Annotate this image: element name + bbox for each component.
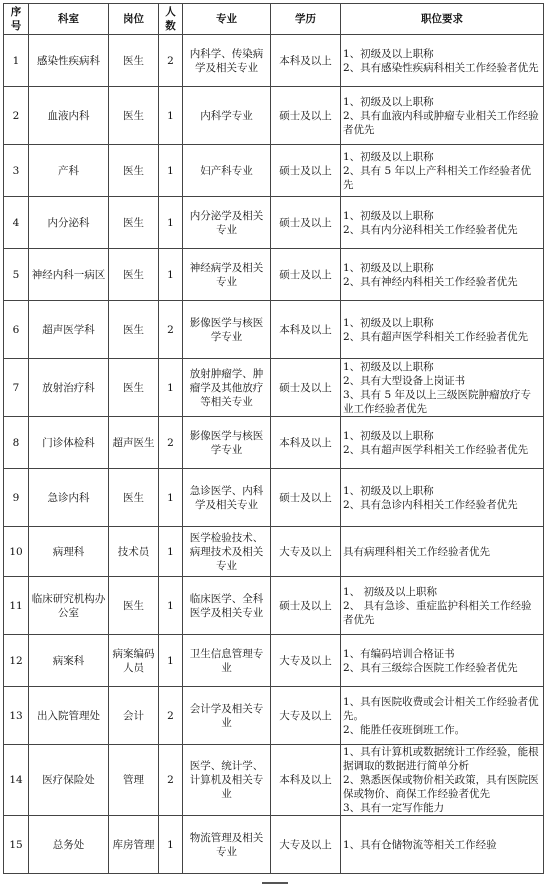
requirement-line: 2、熟悉医保或物价相关政策，具有医院医保或物价、商保工作经验者优先 bbox=[343, 774, 539, 800]
cell-major: 影像医学与核医学专业 bbox=[183, 417, 271, 469]
cell-position: 管理 bbox=[109, 745, 159, 816]
table-row bbox=[4, 577, 544, 635]
cell-position: 医生 bbox=[109, 301, 159, 359]
requirement-line: 1、初级及以上职称 bbox=[343, 316, 434, 329]
cell-requirements bbox=[341, 197, 544, 249]
cell-requirements bbox=[341, 301, 544, 359]
recruitment-table bbox=[3, 3, 544, 874]
requirement-line: 1、初级及以上职称 bbox=[343, 209, 434, 222]
cell-dept: 医疗保险处 bbox=[29, 745, 109, 816]
requirement-line: 1、初级及以上职称 bbox=[343, 95, 434, 108]
requirement-line: 1、有编码培训合格证书 bbox=[343, 647, 455, 660]
cell-count: 1 bbox=[159, 527, 183, 577]
cell-seq: 13 bbox=[4, 687, 29, 745]
cell-count: 2 bbox=[159, 35, 183, 87]
cell-major: 内科学、传染病学及相关专业 bbox=[183, 35, 271, 87]
cell-dept: 出入院管理处 bbox=[29, 687, 109, 745]
requirement-line: 1、初级及以上职称 bbox=[343, 47, 434, 60]
cell-position: 医生 bbox=[109, 87, 159, 145]
table-row bbox=[4, 359, 544, 417]
cell-dept: 临床研究机构办公室 bbox=[29, 577, 109, 635]
cell-dept: 血液内科 bbox=[29, 87, 109, 145]
cell-education: 大专及以上 bbox=[271, 816, 341, 874]
page-bottom-mark bbox=[262, 882, 288, 884]
cell-position: 医生 bbox=[109, 197, 159, 249]
table-row bbox=[4, 35, 544, 87]
requirement-line: 1、初级及以上职称 bbox=[343, 150, 434, 163]
cell-count: 2 bbox=[159, 301, 183, 359]
cell-education: 硕士及以上 bbox=[271, 145, 341, 197]
requirement-line: 2、具有感染性疾病科相关工作经验者优先 bbox=[343, 61, 539, 74]
cell-dept: 病案科 bbox=[29, 635, 109, 687]
cell-position: 医生 bbox=[109, 359, 159, 417]
cell-seq: 11 bbox=[4, 577, 29, 635]
cell-dept: 内分泌科 bbox=[29, 197, 109, 249]
requirement-line: 1、初级及以上职称 bbox=[343, 261, 434, 274]
table-row bbox=[4, 687, 544, 745]
cell-requirements bbox=[341, 745, 544, 816]
cell-major: 卫生信息管理专业 bbox=[183, 635, 271, 687]
cell-dept: 产科 bbox=[29, 145, 109, 197]
cell-requirements bbox=[341, 469, 544, 527]
cell-education: 硕士及以上 bbox=[271, 469, 341, 527]
table-row bbox=[4, 527, 544, 577]
cell-count: 1 bbox=[159, 816, 183, 874]
cell-education: 本科及以上 bbox=[271, 745, 341, 816]
cell-major: 内分泌学及相关专业 bbox=[183, 197, 271, 249]
cell-seq: 15 bbox=[4, 816, 29, 874]
cell-dept: 神经内科一病区 bbox=[29, 249, 109, 301]
cell-dept: 病理科 bbox=[29, 527, 109, 577]
cell-position: 技术员 bbox=[109, 527, 159, 577]
cell-position: 会计 bbox=[109, 687, 159, 745]
cell-requirements bbox=[341, 87, 544, 145]
cell-major: 物流管理及相关专业 bbox=[183, 816, 271, 874]
cell-requirements bbox=[341, 145, 544, 197]
cell-seq: 4 bbox=[4, 197, 29, 249]
cell-seq: 3 bbox=[4, 145, 29, 197]
table-row bbox=[4, 816, 544, 874]
requirement-line: 2、具有三级综合医院工作经验者优先 bbox=[343, 661, 518, 674]
requirement-line: 1、初级及以上职称 bbox=[343, 484, 434, 497]
cell-requirements bbox=[341, 687, 544, 745]
cell-count: 1 bbox=[159, 197, 183, 249]
cell-requirements bbox=[341, 577, 544, 635]
cell-count: 1 bbox=[159, 145, 183, 197]
cell-position: 医生 bbox=[109, 145, 159, 197]
cell-major: 内科学专业 bbox=[183, 87, 271, 145]
cell-count: 1 bbox=[159, 87, 183, 145]
cell-position: 库房管理 bbox=[109, 816, 159, 874]
header-dept: 科室 bbox=[29, 4, 109, 35]
requirement-line: 2、具有大型设备上岗证书 bbox=[343, 374, 466, 387]
cell-education: 硕士及以上 bbox=[271, 197, 341, 249]
cell-major: 神经病学及相关专业 bbox=[183, 249, 271, 301]
requirement-line: 1、初级及以上职称 bbox=[343, 429, 434, 442]
cell-education: 硕士及以上 bbox=[271, 87, 341, 145]
table-row bbox=[4, 301, 544, 359]
cell-requirements bbox=[341, 359, 544, 417]
cell-requirements bbox=[341, 527, 544, 577]
cell-requirements bbox=[341, 635, 544, 687]
cell-major: 会计学及相关专业 bbox=[183, 687, 271, 745]
cell-education: 硕士及以上 bbox=[271, 359, 341, 417]
cell-count: 1 bbox=[159, 249, 183, 301]
requirement-line: 2、具有 5 年以上产科相关工作经验者优先 bbox=[343, 164, 532, 191]
table-row bbox=[4, 745, 544, 816]
cell-count: 2 bbox=[159, 417, 183, 469]
cell-education: 大专及以上 bbox=[271, 687, 341, 745]
cell-requirements bbox=[341, 816, 544, 874]
header-education: 学历 bbox=[271, 4, 341, 35]
header-seq: 序号 bbox=[4, 4, 29, 35]
cell-position: 医生 bbox=[109, 577, 159, 635]
cell-seq: 1 bbox=[4, 35, 29, 87]
cell-count: 1 bbox=[159, 577, 183, 635]
header-requirements: 职位要求 bbox=[341, 4, 544, 35]
cell-dept: 急诊内科 bbox=[29, 469, 109, 527]
header-count: 人数 bbox=[159, 4, 183, 35]
cell-position: 医生 bbox=[109, 249, 159, 301]
cell-dept: 总务处 bbox=[29, 816, 109, 874]
table-row bbox=[4, 87, 544, 145]
requirement-line: 3、具有 5 年及以上三级医院肿瘤放疗专业工作经验者优先 bbox=[343, 388, 532, 415]
requirement-line: 1、 初级及以上职称 bbox=[343, 585, 438, 598]
requirement-line: 2、具有超声医学科相关工作经验者优先 bbox=[343, 330, 529, 343]
cell-major: 医学、统计学、计算机及相关专业 bbox=[183, 745, 271, 816]
cell-seq: 5 bbox=[4, 249, 29, 301]
cell-seq: 9 bbox=[4, 469, 29, 527]
cell-seq: 6 bbox=[4, 301, 29, 359]
cell-major: 放射肿瘤学、肿瘤学及其他放疗等相关专业 bbox=[183, 359, 271, 417]
cell-major: 影像医学与核医学专业 bbox=[183, 301, 271, 359]
cell-major: 医学检验技术、病理技术及相关专业 bbox=[183, 527, 271, 577]
table-row bbox=[4, 635, 544, 687]
cell-position: 医生 bbox=[109, 35, 159, 87]
cell-position: 病案编码人员 bbox=[109, 635, 159, 687]
requirement-line: 2、具有神经内科相关工作经验者优先 bbox=[343, 275, 518, 288]
cell-seq: 12 bbox=[4, 635, 29, 687]
cell-education: 本科及以上 bbox=[271, 301, 341, 359]
header-major: 专业 bbox=[183, 4, 271, 35]
requirement-line: 1、初级及以上职称 bbox=[343, 360, 434, 373]
requirement-line: 1、具有仓储物流等相关工作经验 bbox=[343, 838, 497, 851]
cell-requirements bbox=[341, 35, 544, 87]
cell-major: 临床医学、全科医学及相关专业 bbox=[183, 577, 271, 635]
cell-education: 本科及以上 bbox=[271, 35, 341, 87]
cell-seq: 14 bbox=[4, 745, 29, 816]
cell-count: 1 bbox=[159, 635, 183, 687]
table-row bbox=[4, 145, 544, 197]
requirement-line: 2、具有内分泌科相关工作经验者优先 bbox=[343, 223, 518, 236]
cell-major: 妇产科专业 bbox=[183, 145, 271, 197]
cell-position: 医生 bbox=[109, 469, 159, 527]
requirement-line: 2、能胜任夜班倒班工作。 bbox=[343, 723, 466, 736]
cell-count: 1 bbox=[159, 469, 183, 527]
cell-count: 2 bbox=[159, 745, 183, 816]
requirement-line: 2、具有超声医学科相关工作经验者优先 bbox=[343, 443, 529, 456]
header-position: 岗位 bbox=[109, 4, 159, 35]
cell-education: 硕士及以上 bbox=[271, 249, 341, 301]
cell-education: 硕士及以上 bbox=[271, 577, 341, 635]
requirement-line: 1、具有医院收费或会计相关工作经验者优先。 bbox=[343, 695, 539, 722]
cell-seq: 7 bbox=[4, 359, 29, 417]
cell-count: 1 bbox=[159, 359, 183, 417]
cell-major: 急诊医学、内科学及相关专业 bbox=[183, 469, 271, 527]
requirement-line: 2、 具有急诊、重症监护科相关工作经验者优先 bbox=[343, 599, 532, 626]
table-row bbox=[4, 249, 544, 301]
cell-education: 大专及以上 bbox=[271, 527, 341, 577]
cell-position: 超声医生 bbox=[109, 417, 159, 469]
cell-requirements bbox=[341, 417, 544, 469]
cell-dept: 超声医学科 bbox=[29, 301, 109, 359]
cell-seq: 8 bbox=[4, 417, 29, 469]
cell-dept: 放射治疗科 bbox=[29, 359, 109, 417]
cell-seq: 2 bbox=[4, 87, 29, 145]
table-row bbox=[4, 469, 544, 527]
table-row bbox=[4, 197, 544, 249]
cell-dept: 门诊体检科 bbox=[29, 417, 109, 469]
requirement-line: 2、具有血液内科或肿瘤专业相关工作经验者优先 bbox=[343, 109, 539, 136]
requirement-line: 2、具有急诊内科相关工作经验者优先 bbox=[343, 498, 518, 511]
cell-count: 2 bbox=[159, 687, 183, 745]
cell-education: 大专及以上 bbox=[271, 635, 341, 687]
cell-seq: 10 bbox=[4, 527, 29, 577]
cell-requirements bbox=[341, 249, 544, 301]
table-header-row bbox=[4, 4, 544, 35]
requirement-line: 3、具有一定写作能力 bbox=[343, 802, 445, 814]
requirement-line: 具有病理科相关工作经验者优先 bbox=[343, 545, 490, 558]
cell-dept: 感染性疾病科 bbox=[29, 35, 109, 87]
cell-education: 本科及以上 bbox=[271, 417, 341, 469]
requirement-line: 1、具有计算机或数据统计工作经验，能根据调取的数据进行简单分析 bbox=[343, 746, 539, 772]
table-row bbox=[4, 417, 544, 469]
